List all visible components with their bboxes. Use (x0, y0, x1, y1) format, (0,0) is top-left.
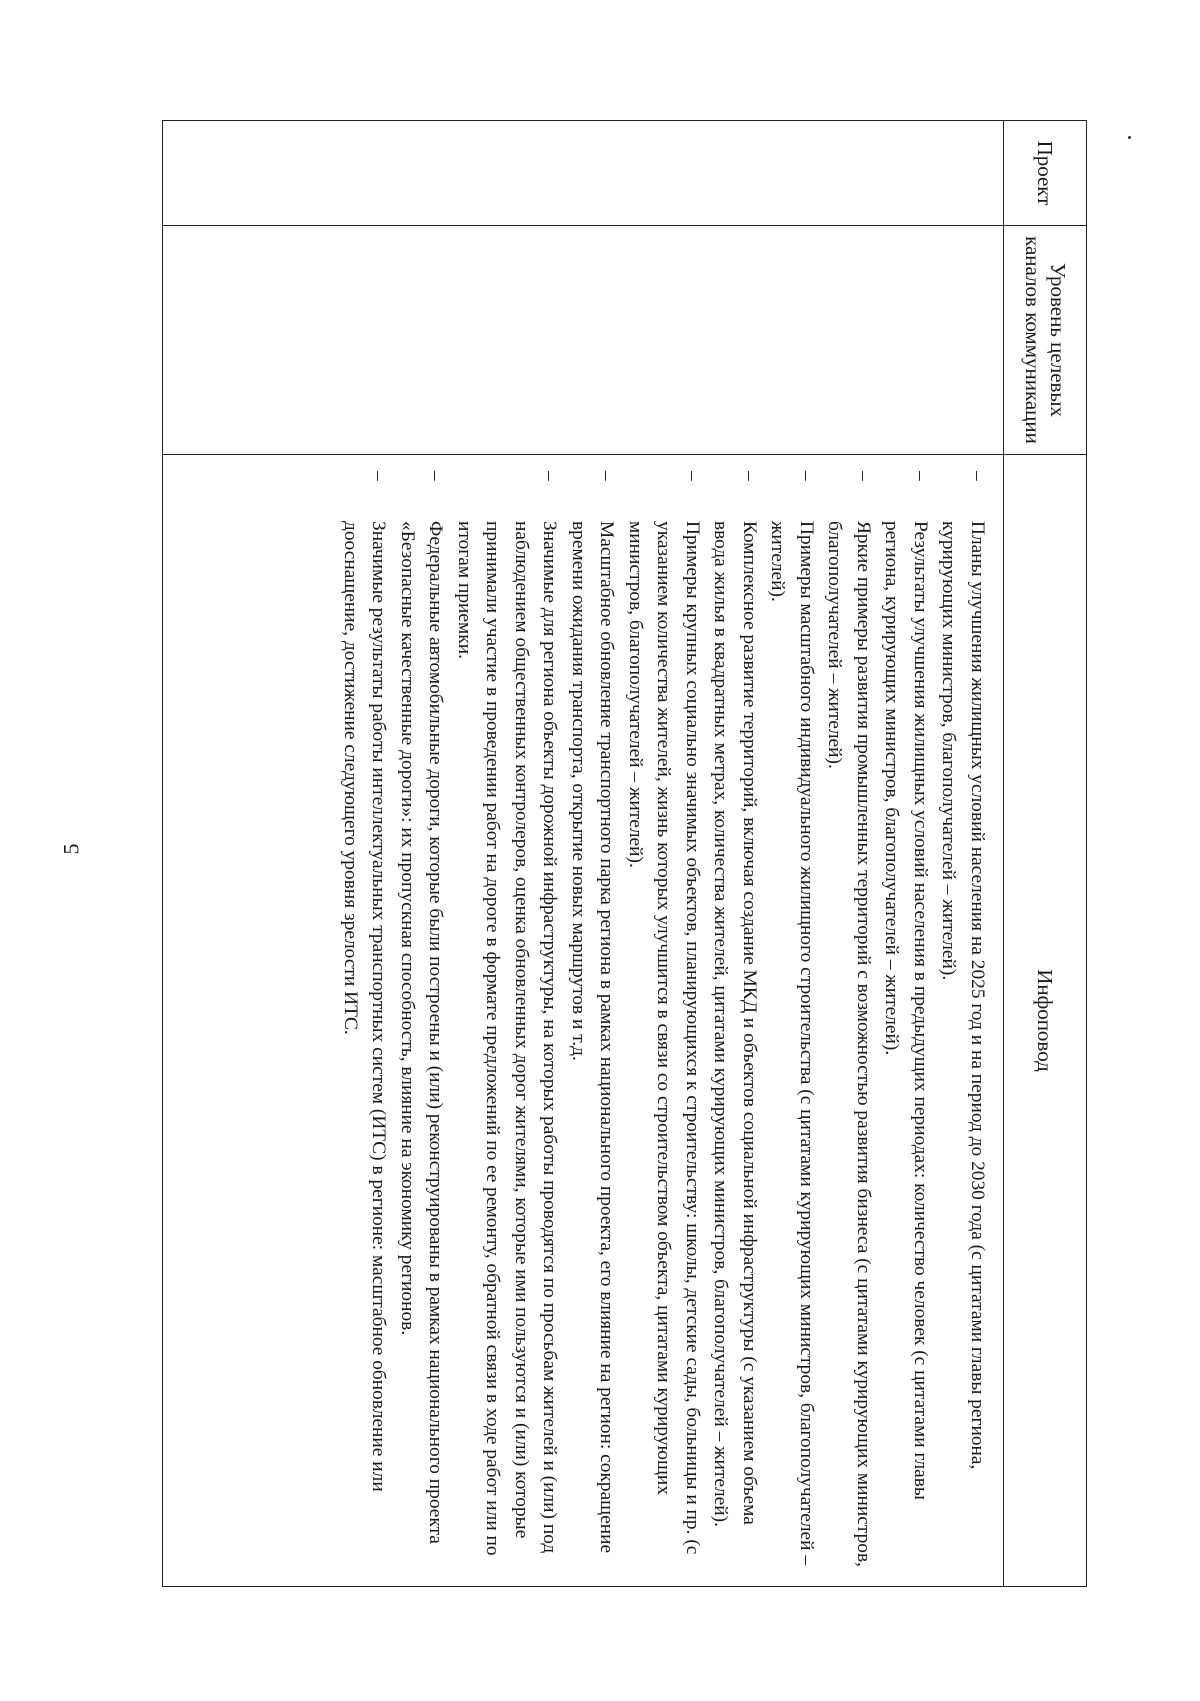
list-item (763, 465, 820, 1574)
list-item-text: Примеры масштабного индивидуального жилищного строительства (с цитатами курирующих министров, благополучателей – жителей). (767, 521, 817, 1566)
list-item-text: Значимые для региона объекты дорожной инфраструктуры, на которых работы проводятся по просьбам жителей и (или) под наблюдением общественных контролеров, оценка обновленных дорог жителями, которые ими пользуются и (или) которые принимали участие в проведении работ на дороге в формате предложений по ее ремонту, обратной связи в ходе работ или по итогам приемки. (454, 521, 561, 1556)
header-infopovod: Инфоповод (1004, 455, 1087, 1587)
bullet-dash: – (682, 471, 703, 481)
list-item-text: Результаты улучшения жилищных условий населения в предыдущих периодах: количество человек (с цитатами главы региона, курирующих министров, благополучателей – жителей). (881, 521, 931, 1500)
list-item-text: Комплексное развитие территорий, включая создание МКД и объектов социальной инфраструктуры (с указанием объема ввода жилья в квадратных метрах, количества жителей, цитатами курирующих министров, благополучателей – жителей). (710, 521, 760, 1527)
list-item (877, 465, 934, 1574)
list-item (393, 465, 450, 1574)
infopovod-table (162, 120, 1087, 1587)
infopovod-list (330, 455, 1004, 1586)
list-item (706, 465, 763, 1574)
bullet-dash: – (739, 471, 760, 481)
list-item (820, 465, 877, 1574)
list-item-text: Значимые результаты работы интеллектуальных транспортных систем (ИТС) в регионе: масштабное обновление или дооснащение, достижение следующего уровня зрелости ИТС. (340, 521, 390, 1492)
page-number: 5 (58, 843, 84, 855)
bullet-dash: – (539, 471, 561, 481)
list-item-text: Федеральные автомобильные дороги, которые были построены и (или) реконструированы в рамках национального проекта «Безопасные качественные дороги»: их пропускная способность, влияние на экономику регионов. (397, 521, 447, 1544)
list-item (336, 465, 393, 1574)
list-item (564, 465, 621, 1574)
bullet-dash: – (368, 471, 390, 481)
list-item (934, 465, 991, 1574)
bullet-dash: – (425, 471, 447, 481)
scan-speck (1128, 136, 1131, 139)
bullet-dash: – (910, 471, 931, 481)
list-item-text: Планы улучшения жилищных условий населения на 2025 год и на период до 2030 года (с цитатами главы региона, курирующих министров, благополучателей – жителей). (938, 521, 988, 1470)
cell-infopovod (163, 455, 1004, 1587)
cell-project (163, 121, 1004, 226)
list-item-text: Примеры крупных социально значимых объектов, планирующихся к строительству: школы, детские сады, больницы и пр. (с указанием количества жителей, жизнь которых улучшится в связи со строительством объекта, цитатами курирующих министров, благополучателей – жителей). (625, 521, 703, 1555)
bullet-dash: – (853, 471, 874, 481)
bullet-dash: – (796, 471, 817, 481)
table-row (163, 121, 1004, 1587)
bullet-dash: – (967, 471, 988, 481)
header-project: Проект (1004, 121, 1087, 226)
header-channel-level: Уровень целевых каналов коммуникации (1004, 226, 1087, 455)
cell-channel-level (163, 226, 1004, 455)
rotated-page-content (162, 120, 1087, 1587)
bullet-dash: – (596, 471, 618, 481)
table-header-row (1004, 121, 1087, 1587)
list-item-text: Масштабное обновление транспортного парка региона в рамках национального проекта, его влияние на регион: сокращение времени ожидания транспорта, открытие новых маршрутов и т.д. (568, 521, 618, 1554)
list-item (621, 465, 707, 1574)
list-item-text: Яркие примеры развития промышленных территорий с возможностью развития бизнеса (с цитатами курирующих министров, благополучателей – жителей). (824, 521, 874, 1568)
list-item (450, 465, 564, 1574)
